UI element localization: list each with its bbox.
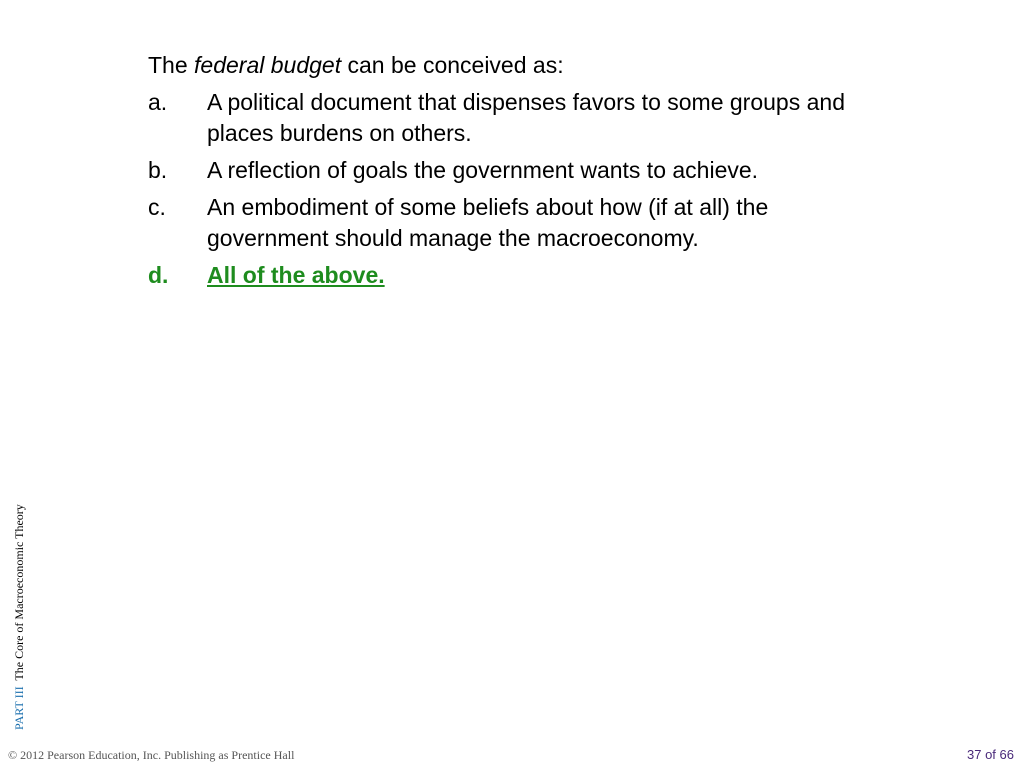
option-text: A reflection of goals the government wants to achieve. <box>207 157 759 183</box>
question-block <box>148 50 888 297</box>
option-letter: b. <box>148 157 168 183</box>
option-letter: a. <box>148 89 168 115</box>
copyright-footer: © 2012 Pearson Education, Inc. Publishing as Prentice Hall <box>8 748 295 762</box>
option-letter: c. <box>148 194 166 220</box>
option-b <box>148 155 888 186</box>
option-text: A political document that dispenses favors to some groups and places burdens on others. <box>207 89 845 146</box>
option-c <box>148 192 888 254</box>
part-number: PART III <box>12 686 26 730</box>
page-number: 37 of 66 <box>967 747 1014 762</box>
question-text <box>148 50 888 81</box>
option-a <box>148 87 888 149</box>
question-suffix: can be conceived as: <box>341 52 564 78</box>
option-text: All of the above. <box>207 262 385 288</box>
option-d-correct-answer <box>148 260 888 291</box>
part-sidebar-label <box>12 504 26 730</box>
option-text: An embodiment of some beliefs about how (if at all) the government should manage the macroeconomy. <box>207 194 769 251</box>
question-emphasis: federal budget <box>194 52 342 78</box>
question-prefix: The <box>148 52 195 78</box>
part-title: The Core of Macroeconomic Theory <box>12 504 26 681</box>
option-letter: d. <box>148 262 169 288</box>
